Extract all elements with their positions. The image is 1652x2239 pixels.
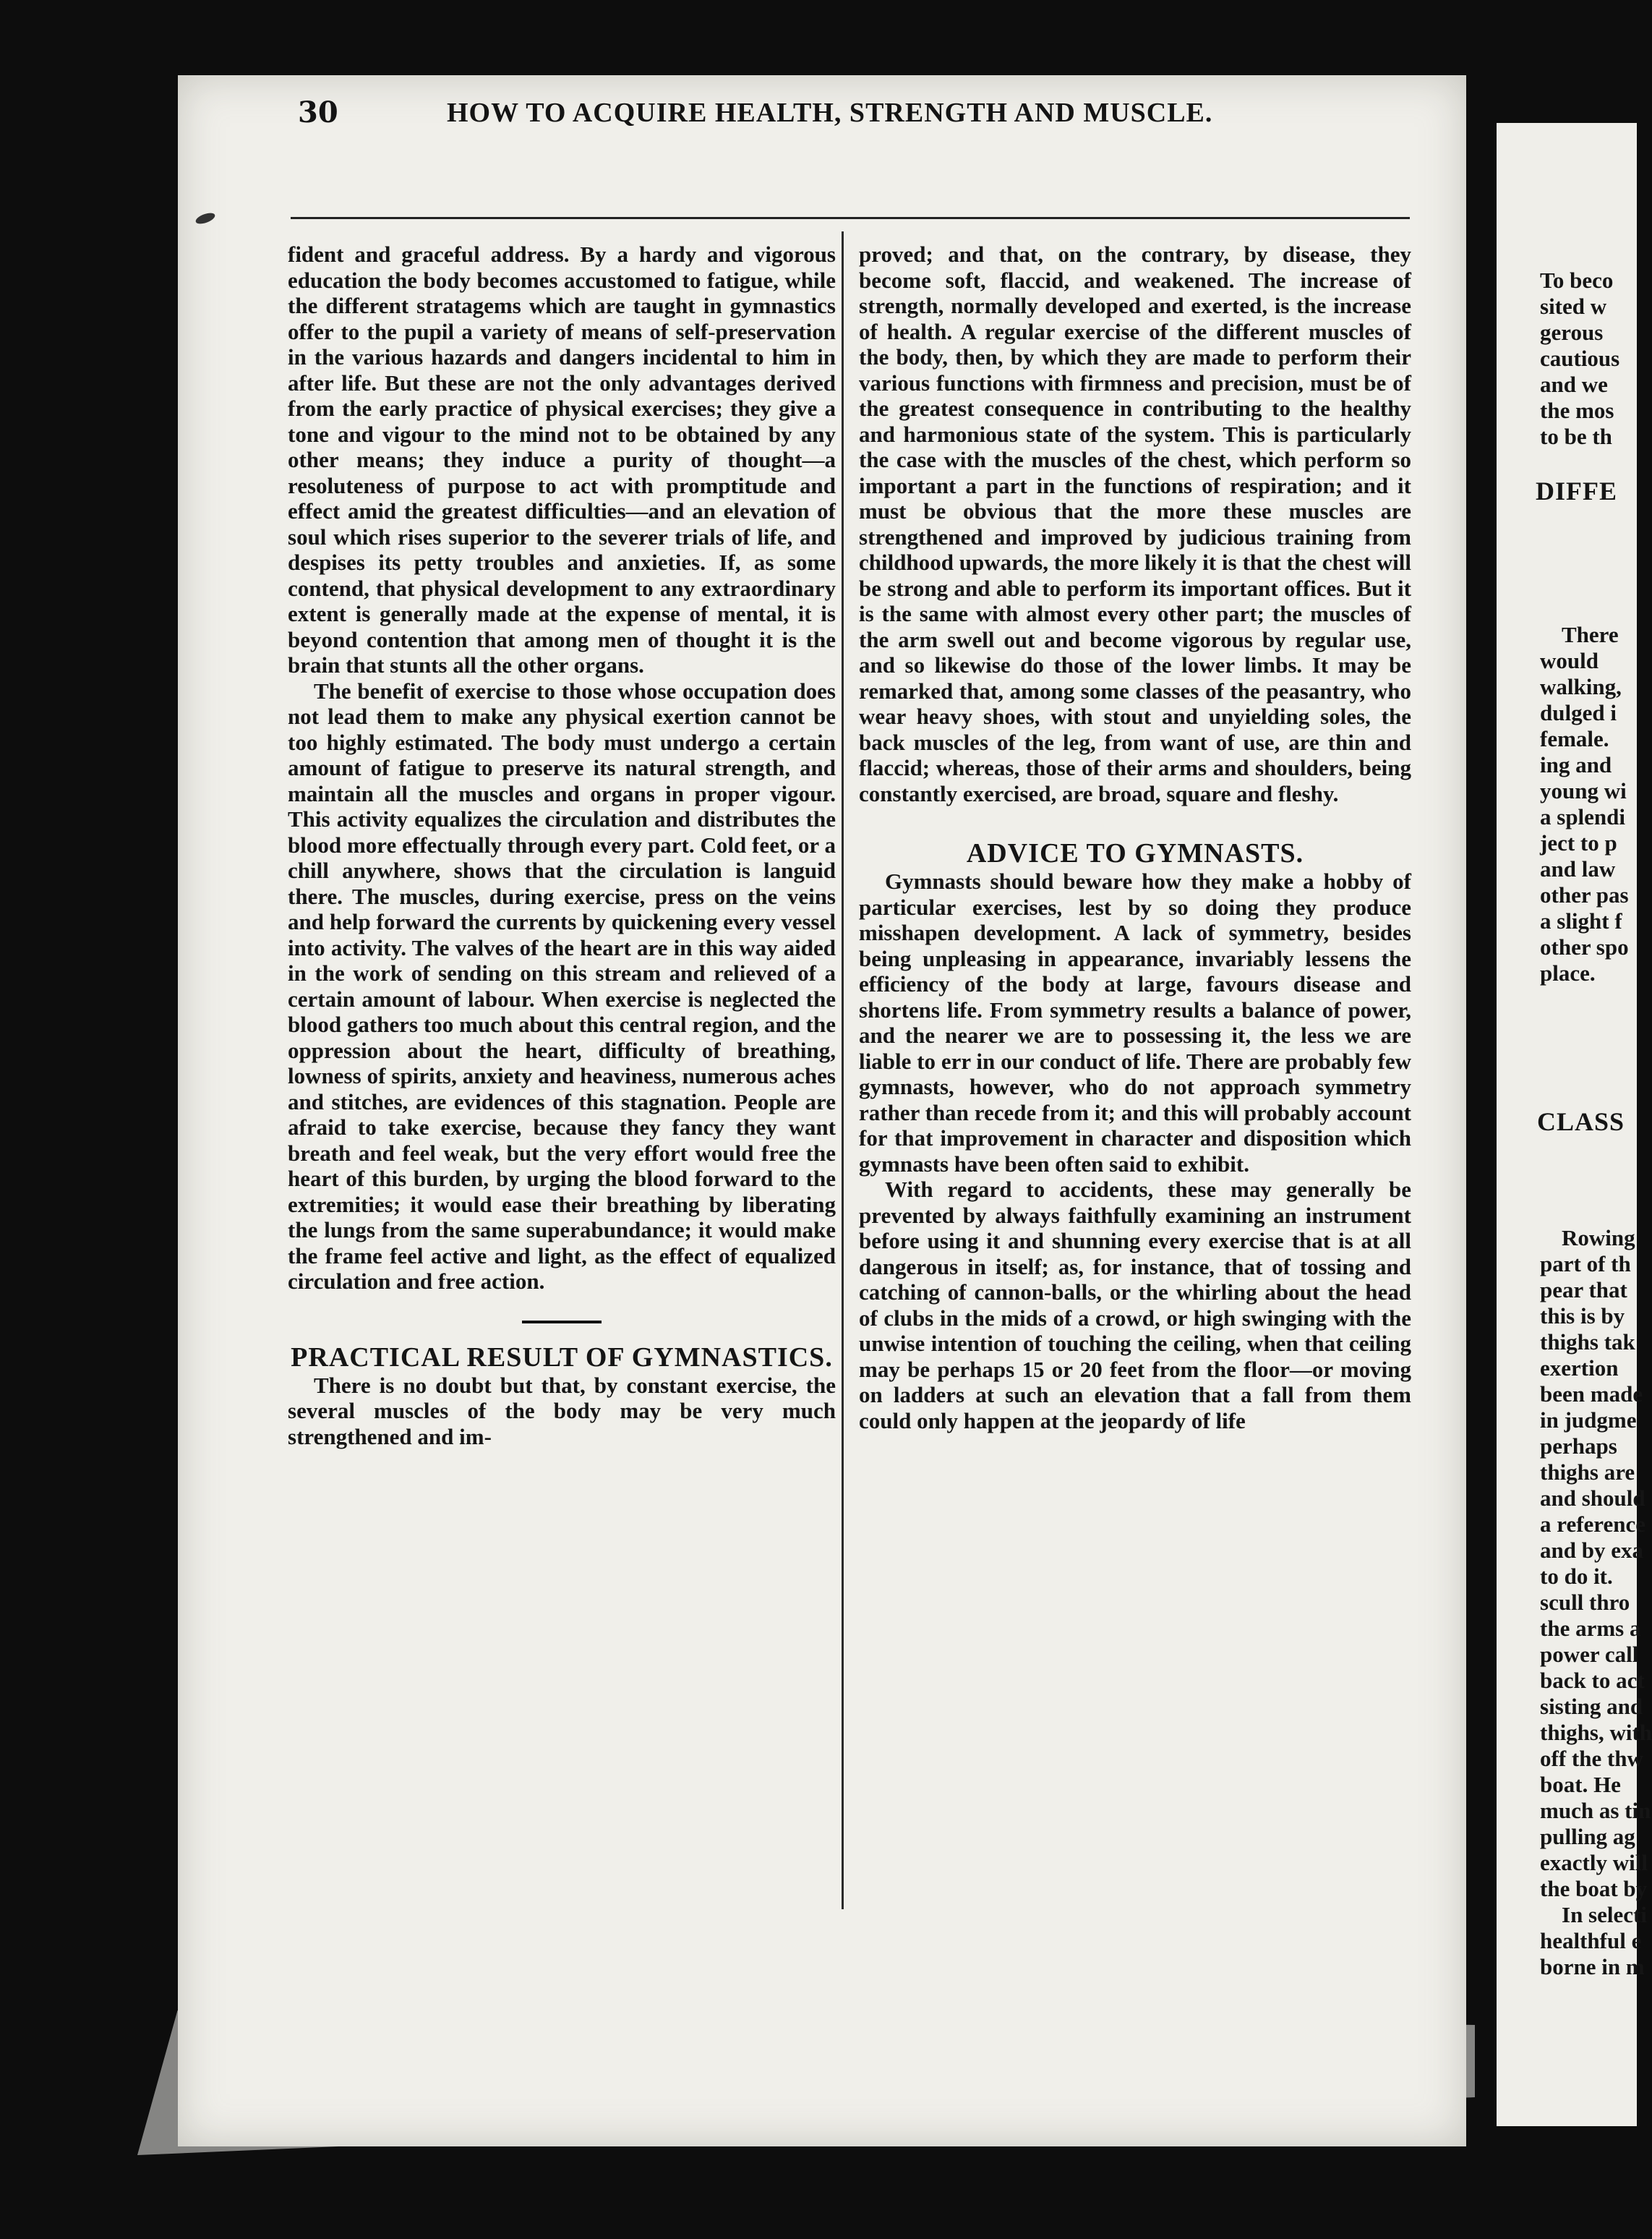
adjacent-line: To beco — [1540, 268, 1614, 293]
adjacent-line: to be th — [1540, 424, 1612, 449]
adjacent-line: much as tin — [1540, 1798, 1651, 1823]
adjacent-line: the boat by — [1540, 1876, 1648, 1901]
adjacent-line: the mos — [1540, 398, 1614, 423]
adjacent-line: back to act — [1540, 1668, 1645, 1693]
adjacent-line: cautious — [1540, 346, 1620, 371]
paragraph: The benefit of exercise to those whose occupation does not lead them to make any physical exertion cannot be too highly estimated. The body must undergo a certain amount of fatigue to preserve its natural strength, and maintain all the muscles and organs in proper vigour. This activity equalizes the circulation and distributes the blood more effectually through every part. Cold feet, or a chill anywhere, shows that the circulation is languid there. The muscles, during exercise, press on the veins and help forward the currents by quickening every vessel into activity. The valves of the heart are in this way aided in the work of sending on this stream and relieved of a certain amount of labour. When exercise is neglected the blood gathers too much about this central region, and the oppression about the heart, difficulty of breathing, lowness of spirits, anxiety and heaviness, numerous aches and stitches, are evidences of this stagnation. People are afraid to take exercise, because they fancy they want breath and feel weak, but the very effort would free the heart of this burden, by urging the blood forward to the extremities; it would ease their breathing by liberating the lungs from the same superabundance; it would make the frame feel active and light, as the effect of equalized circulation and free action. — [288, 678, 836, 1294]
adjacent-line: walking, — [1540, 674, 1622, 699]
adjacent-line: been made — [1540, 1381, 1643, 1407]
paragraph: With regard to accidents, these may generally be prevented by always faithfully examining an instrument before using it and shunning every exercise that is at all dangerous in itself; as, for instance, that of tossing and catching of cannon-balls, or the whirling about the head of clubs in the mids of a crowd, or high swinging with the unwise intention of touching the ceiling, when that ceiling may be perhaps 15 or 20 feet from the floor—or moving on ladders at such an elevation that a fall from them could only happen at the jeopardy of life — [859, 1177, 1411, 1433]
left-column — [288, 242, 836, 1449]
adjacent-line: Rowing — [1562, 1225, 1635, 1250]
adjacent-line: In selecti — [1562, 1902, 1647, 1927]
adjacent-line: and we — [1540, 372, 1608, 397]
adjacent-line: in judgme — [1540, 1407, 1637, 1433]
adjacent-line: this is by — [1540, 1303, 1625, 1329]
header-rule — [291, 217, 1410, 219]
adjacent-line: There — [1562, 622, 1619, 647]
adjacent-line: perhaps — [1540, 1433, 1617, 1459]
adjacent-heading: CLASS — [1537, 1107, 1625, 1136]
page-number: 30 — [298, 95, 338, 129]
section-heading: ADVICE TO GYMNASTS. — [966, 838, 1304, 869]
page-header — [291, 95, 1418, 142]
adjacent-line: exertion — [1540, 1355, 1619, 1381]
adjacent-line: healthful e — [1540, 1928, 1642, 1953]
paragraph: fident and graceful address. By a hardy and vigorous education the body becomes accustomed to fatigue, while the different stratagems which are taught in gymnastics offer to the pupil a variety of means of self-preservation in the various hazards and dangers incidental to him in after life. But these are not the only advantages derived from the early practice of physical exercises; they give a tone and vigour to the mind not to be obtained by any other means; they induce a purity of thought—a resoluteness of purpose to act with promptitude and effect amid the greatest difficulties—and an elevation of soul which rises superior to the severer trials of life, and despises its petty troubles and anxieties. If, as some contend, that physical development to any extraordinary extent is generally made at the expense of mental, it is beyond contention that among men of thought it is the brain that stunts all the other organs. — [288, 242, 836, 678]
adjacent-line: thighs tak — [1540, 1329, 1635, 1355]
adjacent-line: thighs are — [1540, 1459, 1635, 1485]
adjacent-line: a reference — [1540, 1511, 1646, 1537]
adjacent-line: to do it. — [1540, 1564, 1613, 1589]
column-divider — [842, 231, 844, 1909]
adjacent-line: a splendi — [1540, 804, 1626, 830]
adjacent-line: thighs, with — [1540, 1720, 1652, 1745]
adjacent-line: gerous — [1540, 320, 1604, 345]
adjacent-line: boat. He — [1540, 1772, 1621, 1797]
adjacent-line: and by exa — [1540, 1538, 1643, 1563]
adjacent-line: and should — [1540, 1485, 1645, 1511]
adjacent-heading: DIFFE — [1536, 477, 1617, 506]
adjacent-line: ject to p — [1540, 830, 1617, 856]
paragraph: proved; and that, on the contrary, by disease, they become soft, flaccid, and weakened. The increase of strength, normally developed and exerted, is the increase of health. A regular exercise of the different muscles of the body, then, by which they are made to perform their various functions with firmness and precision, must be of the greatest consequence in contributing to the healthy and harmonious state of the system. This is particularly the case with the muscles of the chest, which perform so important a part in the functions of respiration; and it must be obvious that the more these muscles are strengthened and improved by judicious training from childhood upwards, the more likely it is that the chest will be strong and able to perform its important offices. But it is the same with almost every other part; the muscles of the arm swell out and become vigorous by regular use, and so likewise do those of the lower limbs. It may be remarked that, among some classes of the peasantry, who wear heavy shoes, with stout and unyielding soles, the back muscles of the leg, from want of use, are thin and flaccid; whereas, those of their arms and shoulders, being constantly exercised, are broad, square and fleshy. — [859, 242, 1411, 806]
adjacent-page — [1497, 123, 1652, 2126]
adjacent-line: scull thro — [1540, 1590, 1630, 1615]
adjacent-line: part of th — [1540, 1251, 1631, 1276]
adjacent-line: pulling ag — [1540, 1824, 1635, 1849]
adjacent-line: other pas — [1540, 882, 1629, 908]
paragraph: There is no doubt but that, by constant exercise, the several muscles of the body may be very much strengthened and im- — [288, 1372, 836, 1449]
adjacent-line: off the thw — [1540, 1746, 1643, 1771]
adjacent-line: sisting and — [1540, 1694, 1643, 1719]
adjacent-line: would — [1540, 648, 1598, 673]
adjacent-line: female. — [1540, 726, 1609, 751]
adjacent-line: place. — [1540, 960, 1596, 986]
adjacent-line: other spo — [1540, 934, 1629, 960]
adjacent-line: young wi — [1540, 778, 1627, 803]
middle-column — [859, 242, 1411, 1433]
section-divider — [522, 1321, 602, 1323]
adjacent-line: borne in m — [1540, 1954, 1645, 1979]
running-head: HOW TO ACQUIRE HEALTH, STRENGTH AND MUSCLE. — [447, 98, 1213, 128]
paragraph: Gymnasts should beware how they make a hobby of particular exercises, lest by so doing they produce misshapen development. A lack of symmetry, besides being unpleasing in appearance, invariably lessens the efficiency of the body at large, favours disease and shortens life. From symmetry results a balance of power, and the nearer we are to possessing it, the less we are liable to err in our conduct of life. There are probably few gymnasts, however, who do not approach symmetry rather than recede from it; and this will probably account for that improvement in character and disposition which gymnasts have been often said to exhibit. — [859, 869, 1411, 1177]
adjacent-line: and law — [1540, 856, 1616, 882]
adjacent-line: sited w — [1540, 294, 1607, 319]
adjacent-line: power call — [1540, 1642, 1639, 1667]
adjacent-line: the arms a — [1540, 1616, 1641, 1641]
adjacent-line: a slight f — [1540, 908, 1622, 934]
adjacent-line: dulged i — [1540, 700, 1617, 725]
adjacent-line: pear that — [1540, 1277, 1627, 1302]
adjacent-line: exactly will — [1540, 1850, 1648, 1875]
adjacent-line: ing and — [1540, 752, 1612, 777]
section-heading: PRACTICAL RESULT OF GYMNASTICS. — [291, 1342, 833, 1373]
